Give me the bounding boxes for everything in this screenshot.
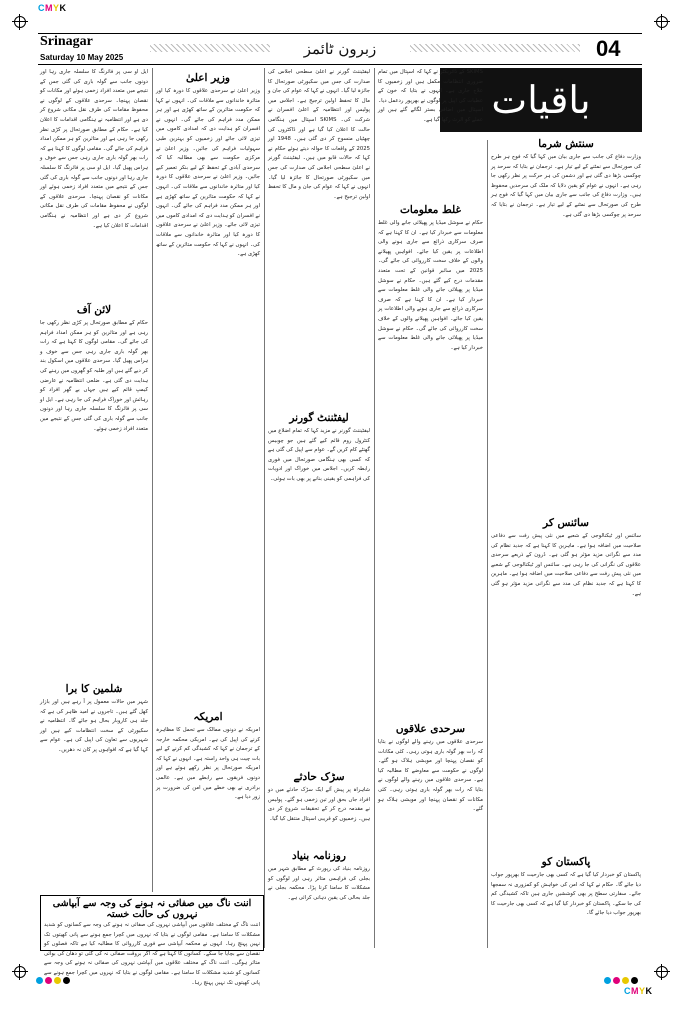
cmyk-label-top: CMYK	[38, 3, 67, 13]
column-1-text-3: شہر میں حالات معمول پر آ رہے ہیں اور بازار کھل گئے ہیں۔ تاجروں نے امید ظاہر کی ہے کہ جلد ہی کاروبار بحال ہو جائے گا۔ انتظامیہ نے سکیورٹی کے سخت انتظامات کیے ہیں اور شہریوں سے تعاون کی اپیل کی ہے۔ عوام سے کہا گیا ہے کہ افواہوں پر کان نہ دھریں۔	[40, 699, 148, 753]
column-divider-2	[264, 68, 265, 948]
page-title: باقیات	[440, 68, 642, 132]
column-2	[156, 68, 260, 890]
column-5	[491, 134, 641, 946]
column-divider-4	[487, 140, 488, 948]
header-hatch-left	[150, 44, 270, 52]
column-3-text-1: لیفٹیننٹ گورنر نے اعلیٰ سطحی اجلاس کی صدارت کی جس میں سکیورٹی صورتحال کا جائزہ لیا گیا۔ انہوں نے کہا کہ عوام کی جان و مال کا تحفظ اولین ترجیح ہے۔ اجلاس میں پولیس اور انتظامیہ کے اعلیٰ افسران نے شرکت کی۔ SKIMS اسپتال میں ہنگامی حالت کا اعلان کیا گیا ہے اور ڈاکٹروں کی چھٹیاں منسوخ کر دی گئی ہیں۔ 1948 اور 2025 کے واقعات کا حوالہ دیتے ہوئے حکام نے کہا کہ حالات قابو میں ہیں۔ لیفٹیننٹ گورنر نے اعلیٰ سطحی اجلاس کی صدارت کی جس میں سکیورٹی صورتحال کا جائزہ لیا گیا۔ انہوں نے کہا کہ عوام کی جان و مال کا تحفظ اولین ترجیح ہے۔	[268, 69, 370, 200]
column-3-text-4: روزنامہ بنیاد کی رپورٹ کے مطابق شہر میں بجلی کی فراہمی متاثر رہی اور لوگوں کو مشکلات کا سامنا کرنا پڑا۔ محکمہ بجلی نے جلد بحالی کی یقین دہانی کرائی ہے۔	[268, 866, 370, 901]
column-2-text-1: وزیر اعلیٰ نے سرحدی علاقوں کا دورہ کیا اور متاثرہ خاندانوں سے ملاقات کی۔ انہوں نے کہا کہ حکومت متاثرین کے ساتھ کھڑی ہے اور ہر ممکن مدد فراہم کی جائے گی۔ انہوں نے افسران کو ہدایت دی کہ امدادی کاموں میں تیزی لائی جائے اور زخمیوں کو بہترین طبی سہولیات فراہم کی جائیں۔ وزیر اعلیٰ نے مرکزی حکومت سے بھی مطالبہ کیا کہ سرحدی آبادی کے تحفظ کے لیے بنکر تعمیر کیے جائیں۔ وزیر اعلیٰ نے سرحدی علاقوں کا دورہ کیا اور متاثرہ خاندانوں سے ملاقات کی۔ انہوں نے کہا کہ حکومت متاثرین کے ساتھ کھڑی ہے اور ہر ممکن مدد فراہم کی جائے گی۔ انہوں نے افسران کو ہدایت دی کہ امدادی کاموں میں تیزی لائی جائے۔ وزیر اعلیٰ نے سرحدی علاقوں کا دورہ کیا اور متاثرہ خاندانوں سے ملاقات کی۔ انہوں نے کہا کہ حکومت متاثرین کے ساتھ کھڑی ہے۔	[156, 88, 260, 258]
column-1-heading-1: لائن آف	[76, 304, 112, 316]
header-rule-bottom	[38, 64, 642, 65]
column-divider-1	[152, 68, 153, 892]
column-1-heading-2: شلمین کا برا	[65, 683, 123, 695]
column-3-text-2: لیفٹیننٹ گورنر نے مزید کہا کہ تمام اضلاع میں کنٹرول روم قائم کیے گئے ہیں جو چوبیس گھنٹے کام کریں گے۔ عوام سے اپیل کی گئی ہے کہ کسی بھی ہنگامی صورتحال میں فوری رابطہ کریں۔ اجلاس میں خوراک اور ادویات کی فراہمی کو یقینی بنانے پر بھی بات ہوئی۔	[268, 428, 370, 482]
column-5-text-3: پاکستان کو خبردار کیا گیا ہے کہ کسی بھی جارحیت کا بھرپور جواب دیا جائے گا۔ حکام نے کہا کہ امن کی خواہش کو کمزوری نہ سمجھا جائے۔ سفارتی سطح پر بھی کوششیں جاری ہیں تاکہ کشیدگی کم کی جا سکے۔ پاکستان کو خبردار کیا گیا ہے کہ کسی بھی جارحیت کا بھرپور جواب دیا جائے گا۔	[491, 872, 641, 917]
column-3	[268, 68, 370, 946]
registration-mark-top-right	[656, 16, 668, 28]
column-1-text-1: ایل او سی پر فائرنگ کا سلسلہ جاری رہا اور دونوں جانب سے گولہ باری کی گئی جس کے نتیجے میں متعدد افراد زخمی ہوئے اور مکانات کو نقصان پہنچا۔ سرحدی علاقوں کے لوگوں نے محفوظ مقامات کی طرف نقل مکانی شروع کر دی ہے اور انتظامیہ نے ہنگامی اقدامات کا اعلان کیا ہے۔ حکام کے مطابق صورتحال پر کڑی نظر رکھی جا رہی ہے اور متاثرین کو ہر ممکن امداد فراہم کی جائے گی۔ مقامی لوگوں کا کہنا ہے کہ رات بھر گولہ باری جاری رہی جس سے خوف و ہراس پھیل گیا۔ ایل او سی پر فائرنگ کا سلسلہ جاری رہا اور دونوں جانب سے گولہ باری کی گئی جس کے نتیجے میں متعدد افراد زخمی ہوئے اور مکانات کو نقصان پہنچا۔ سرحدی علاقوں کے لوگوں نے محفوظ مقامات کی طرف نقل مکانی شروع کر دی ہے اور انتظامیہ نے ہنگامی اقدامات کا اعلان کیا ہے۔	[40, 69, 148, 229]
column-5-text-1: وزارت دفاع کی جانب سے جاری بیان میں کہا گیا کہ فوج ہر طرح کی صورتحال سے نمٹنے کے لیے تیار ہے۔ ترجمان نے بتایا کہ سرحد پر چوکسی بڑھا دی گئی ہے اور دشمن کی ہر حرکت پر نظر رکھی جا رہی ہے۔ انہوں نے عوام کو یقین دلایا کہ ملک کی سرحدیں محفوظ ہیں۔ وزارت دفاع کی جانب سے جاری بیان میں کہا گیا کہ فوج ہر طرح کی صورتحال سے نمٹنے کے لیے تیار ہے۔ ترجمان نے بتایا کہ سرحد پر چوکسی بڑھا دی گئی ہے۔	[491, 154, 641, 218]
header-city: Srinagar	[40, 34, 93, 49]
column-4-heading-2: سرحدی علاقوں	[395, 723, 466, 735]
column-3-heading-3: روزنامہ بنیاد	[292, 850, 346, 862]
registration-mark-top-left	[14, 16, 26, 28]
registration-mark-bottom-left	[14, 966, 26, 978]
bottom-box-text: اننت ناگ کے مختلف علاقوں میں آبپاشی نہروں کی صفائی نہ ہونے کی وجہ سے کسانوں کو شدید مشکلات کا سامنا ہے۔ مقامی لوگوں نے بتایا کہ نہروں میں کچرا جمع ہونے سے پانی کھیتوں تک نہیں پہنچ رہا۔ انہوں نے محکمہ آبپاشی سے فوری کارروائی کا مطالبہ کیا ہے تاکہ فصلوں کو نقصان سے بچایا جا سکے۔ کسانوں کا کہنا ہے کہ اگر بروقت صفائی نہ کی گئی تو دھان کی بوائی متاثر ہوگی۔ اننت ناگ کے مختلف علاقوں میں آبپاشی نہروں کی صفائی نہ ہونے کی وجہ سے کسانوں کو شدید مشکلات کا سامنا ہے۔ مقامی لوگوں نے بتایا کہ نہروں میں کچرا جمع ہونے سے پانی کھیتوں تک نہیں پہنچ رہا۔	[44, 922, 260, 986]
column-5-text-2: سائنس اور ٹیکنالوجی کے شعبے میں نئی پیش رفت سے دفاعی صلاحیت میں اضافہ ہوا ہے۔ ماہرین کا کہنا ہے کہ جدید نظام کی مدد سے نگرانی مزید مؤثر ہو گئی ہے۔ ڈرون کے ذریعے سرحدی علاقوں کی نگرانی کی جا رہی ہے۔ سائنس اور ٹیکنالوجی کے شعبے میں نئی پیش رفت سے دفاعی صلاحیت میں اضافہ ہوا ہے۔ ماہرین کا کہنا ہے کہ جدید نظام کی مدد سے نگرانی مزید مؤثر ہو گئی ہے۔	[491, 533, 641, 597]
column-3-heading-2: سڑک حادثے	[293, 771, 345, 783]
column-4	[378, 68, 483, 946]
column-3-heading-1: لیفٹننٹ گورنر	[289, 412, 349, 424]
header-hatch-right	[410, 44, 580, 52]
header-rule-top	[38, 33, 642, 34]
column-4-text-1: SKIMS کے ڈائریکٹر نے کہا کہ اسپتال میں تمام ضروری انتظامات مکمل ہیں اور زخمیوں کا علاج جاری ہے۔ انہوں نے بتایا کہ خون کے عطیات کی اپیل پر لوگوں نے بھرپور ردعمل دیا۔ اسپتال میں اضافی بستر لگائے گئے ہیں اور عملے کو الرٹ رکھا گیا ہے۔	[378, 69, 483, 123]
masthead-logo: زبرون ٹائمز	[303, 40, 377, 58]
bottom-box-heading: اننت ناگ میں صفائی نہ ہونے کی وجہ سے آبپاشی نہروں کی حالت خستہ	[52, 898, 252, 920]
column-2-heading-1: وزیر اعلیٰ	[186, 72, 230, 84]
column-5-heading-3: پاکستان کو	[541, 856, 591, 868]
registration-mark-bottom-right	[656, 966, 668, 978]
column-4-text-3: سرحدی علاقوں میں رہنے والے لوگوں نے بتایا کہ رات بھر گولہ باری ہوتی رہی۔ کئی مکانات کو نقصان پہنچا اور مویشی ہلاک ہو گئے۔ لوگوں نے حکومت سے معاوضے کا مطالبہ کیا ہے۔ سرحدی علاقوں میں رہنے والے لوگوں نے بتایا کہ رات بھر گولہ باری ہوتی رہی۔ کئی مکانات کو نقصان پہنچا اور مویشی ہلاک ہو گئے۔	[378, 739, 483, 813]
cmyk-label-bottom: CMYK	[624, 986, 653, 996]
column-1	[40, 68, 148, 890]
column-2-heading-2: امریکہ	[193, 711, 223, 723]
column-divider-3	[374, 68, 375, 948]
column-1-text-2: حکام کے مطابق صورتحال پر کڑی نظر رکھی جا رہی ہے اور متاثرین کو ہر ممکن امداد فراہم کی جائے گی۔ مقامی لوگوں کا کہنا ہے کہ رات بھر گولہ باری جاری رہی جس سے خوف و ہراس پھیل گیا۔ سرحدی علاقوں میں اسکول بند کر دیے گئے ہیں اور طلبہ کو گھروں میں رہنے کی ہدایت دی گئی ہے۔ ضلعی انتظامیہ نے عارضی کیمپ قائم کیے ہیں جہاں بے گھر افراد کو رہائش اور خوراک فراہم کی جا رہی ہے۔ ایل او سی پر فائرنگ کا سلسلہ جاری رہا اور دونوں جانب سے گولہ باری کی گئی جس کے نتیجے میں متعدد افراد زخمی ہوئے۔	[40, 320, 148, 432]
column-4-heading-1: غلط معلومات	[400, 204, 461, 216]
column-2-text-2: امریکہ نے دونوں ممالک سے تحمل کا مظاہرہ کرنے کی اپیل کی ہے۔ امریکی محکمہ خارجہ کے ترجمان نے کہا کہ کشیدگی کم کرنے کے لیے بات چیت ہی واحد راستہ ہے۔ انہوں نے کہا کہ امریکہ صورتحال پر نظر رکھے ہوئے ہے اور دونوں فریقوں سے رابطے میں ہے۔ عالمی برادری نے بھی خطے میں امن کی ضرورت پر زور دیا ہے۔	[156, 727, 260, 801]
bottom-boxed-story	[40, 895, 264, 986]
column-5-heading-2: سائنس کر	[543, 517, 589, 529]
header-date: Saturday 10 May 2025	[40, 53, 124, 62]
column-5-heading-1: سنتش شرما	[538, 138, 594, 150]
column-3-text-3: شاہراہ پر پیش آئے ایک سڑک حادثے میں دو افراد جاں بحق اور تین زخمی ہو گئے۔ پولیس نے مقدمہ درج کر کے تحقیقات شروع کر دی ہیں۔ زخمیوں کو قریبی اسپتال منتقل کیا گیا۔	[268, 787, 370, 822]
page-number: 04	[596, 36, 621, 61]
column-4-text-2: حکام نے سوشل میڈیا پر پھیلائی جانے والی غلط معلومات سے خبردار کیا ہے۔ ان کا کہنا ہے کہ صرف سرکاری ذرائع سے جاری ہونے والی اطلاعات پر یقین کیا جائے۔ افواہیں پھیلانے والوں کے خلاف سخت کارروائی کی جائے گی۔ 2025 میں سائبر قوانین کے تحت متعدد مقدمات درج کیے گئے ہیں۔ حکام نے سوشل میڈیا پر پھیلائی جانے والی غلط معلومات سے خبردار کیا ہے۔ ان کا کہنا ہے کہ صرف سرکاری ذرائع سے جاری ہونے والی اطلاعات پر یقین کیا جائے۔ افواہیں پھیلانے والوں کے خلاف سخت کارروائی کی جائے گی۔ حکام نے سوشل میڈیا پر پھیلائی جانے والی غلط معلومات سے خبردار کیا ہے۔	[378, 220, 483, 351]
